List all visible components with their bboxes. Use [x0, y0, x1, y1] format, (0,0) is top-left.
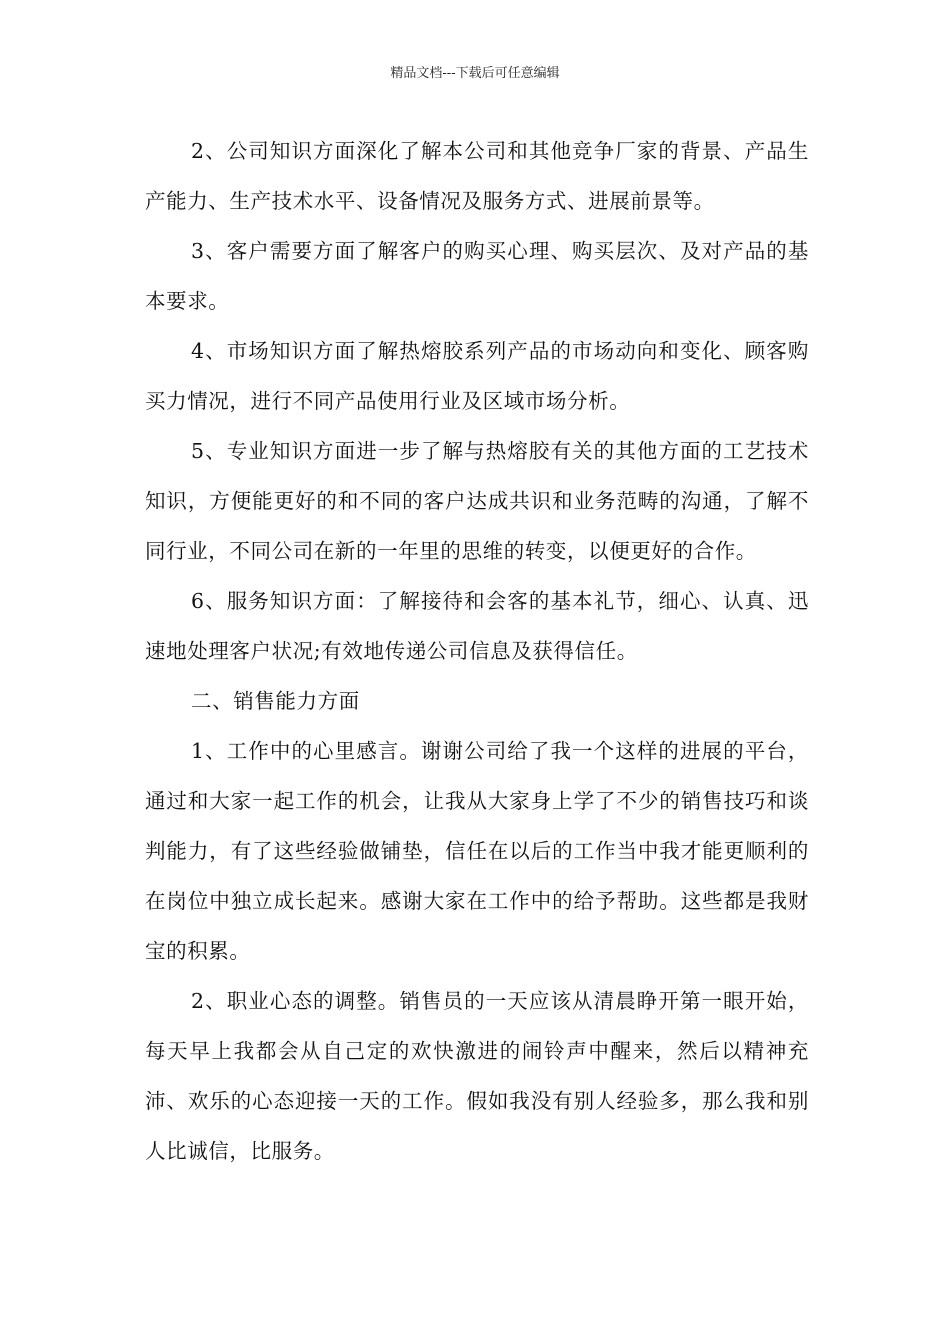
paragraph-company-knowledge: 2、公司知识方面深化了解本公司和其他竞争厂家的背景、产品生产能力、生产技术水平、设备情况及服务方式、进展前景等。: [145, 139, 809, 213]
paragraph-professional-mindset: 2、职业心态的调整。销售员的一天应该从清晨睁开第一眼开始，每天早上我都会从自己定的欢快激进的闹铃声中醒来，然后以精神充沛、欢乐的心态迎接一天的工作。假如我没有别人经验多，那么我和别人比诚信，比服务。: [145, 989, 809, 1163]
paragraph-customer-needs: 3、客户需要方面了解客户的购买心理、购买层次、及对产品的基本要求。: [145, 239, 809, 313]
paragraph-market-knowledge: 4、市场知识方面了解热熔胶系列产品的市场动向和变化、顾客购买力情况，进行不同产品使用行业及区域市场分析。: [145, 339, 809, 413]
page-header: 精品文档---下载后可任意编辑: [390, 66, 560, 81]
section-heading-sales-ability: 二、销售能力方面: [191, 689, 360, 713]
paragraph-professional-knowledge: 5、专业知识方面进一步了解与热熔胶有关的其他方面的工艺技术知识，方便能更好的和不同的客户达成共识和业务范畴的沟通，了解不同行业，不同公司在新的一年里的思维的转变，以便更好的合作。: [145, 439, 809, 563]
document-body: [145, 126, 809, 1176]
paragraph-work-reflection: 1、工作中的心里感言。谢谢公司给了我一个这样的进展的平台，通过和大家一起工作的机会，让我从大家身上学了不少的销售技巧和谈判能力，有了这些经验做铺垫，信任在以后的工作当中我才能更顺利的在岗位中独立成长起来。感谢大家在工作中的给予帮助。这些都是我财宝的积累。: [145, 739, 809, 963]
paragraph-service-knowledge: 6、服务知识方面：了解接待和会客的基本礼节，细心、认真、迅速地处理客户状况;有效地传递公司信息及获得信任。: [145, 589, 809, 663]
